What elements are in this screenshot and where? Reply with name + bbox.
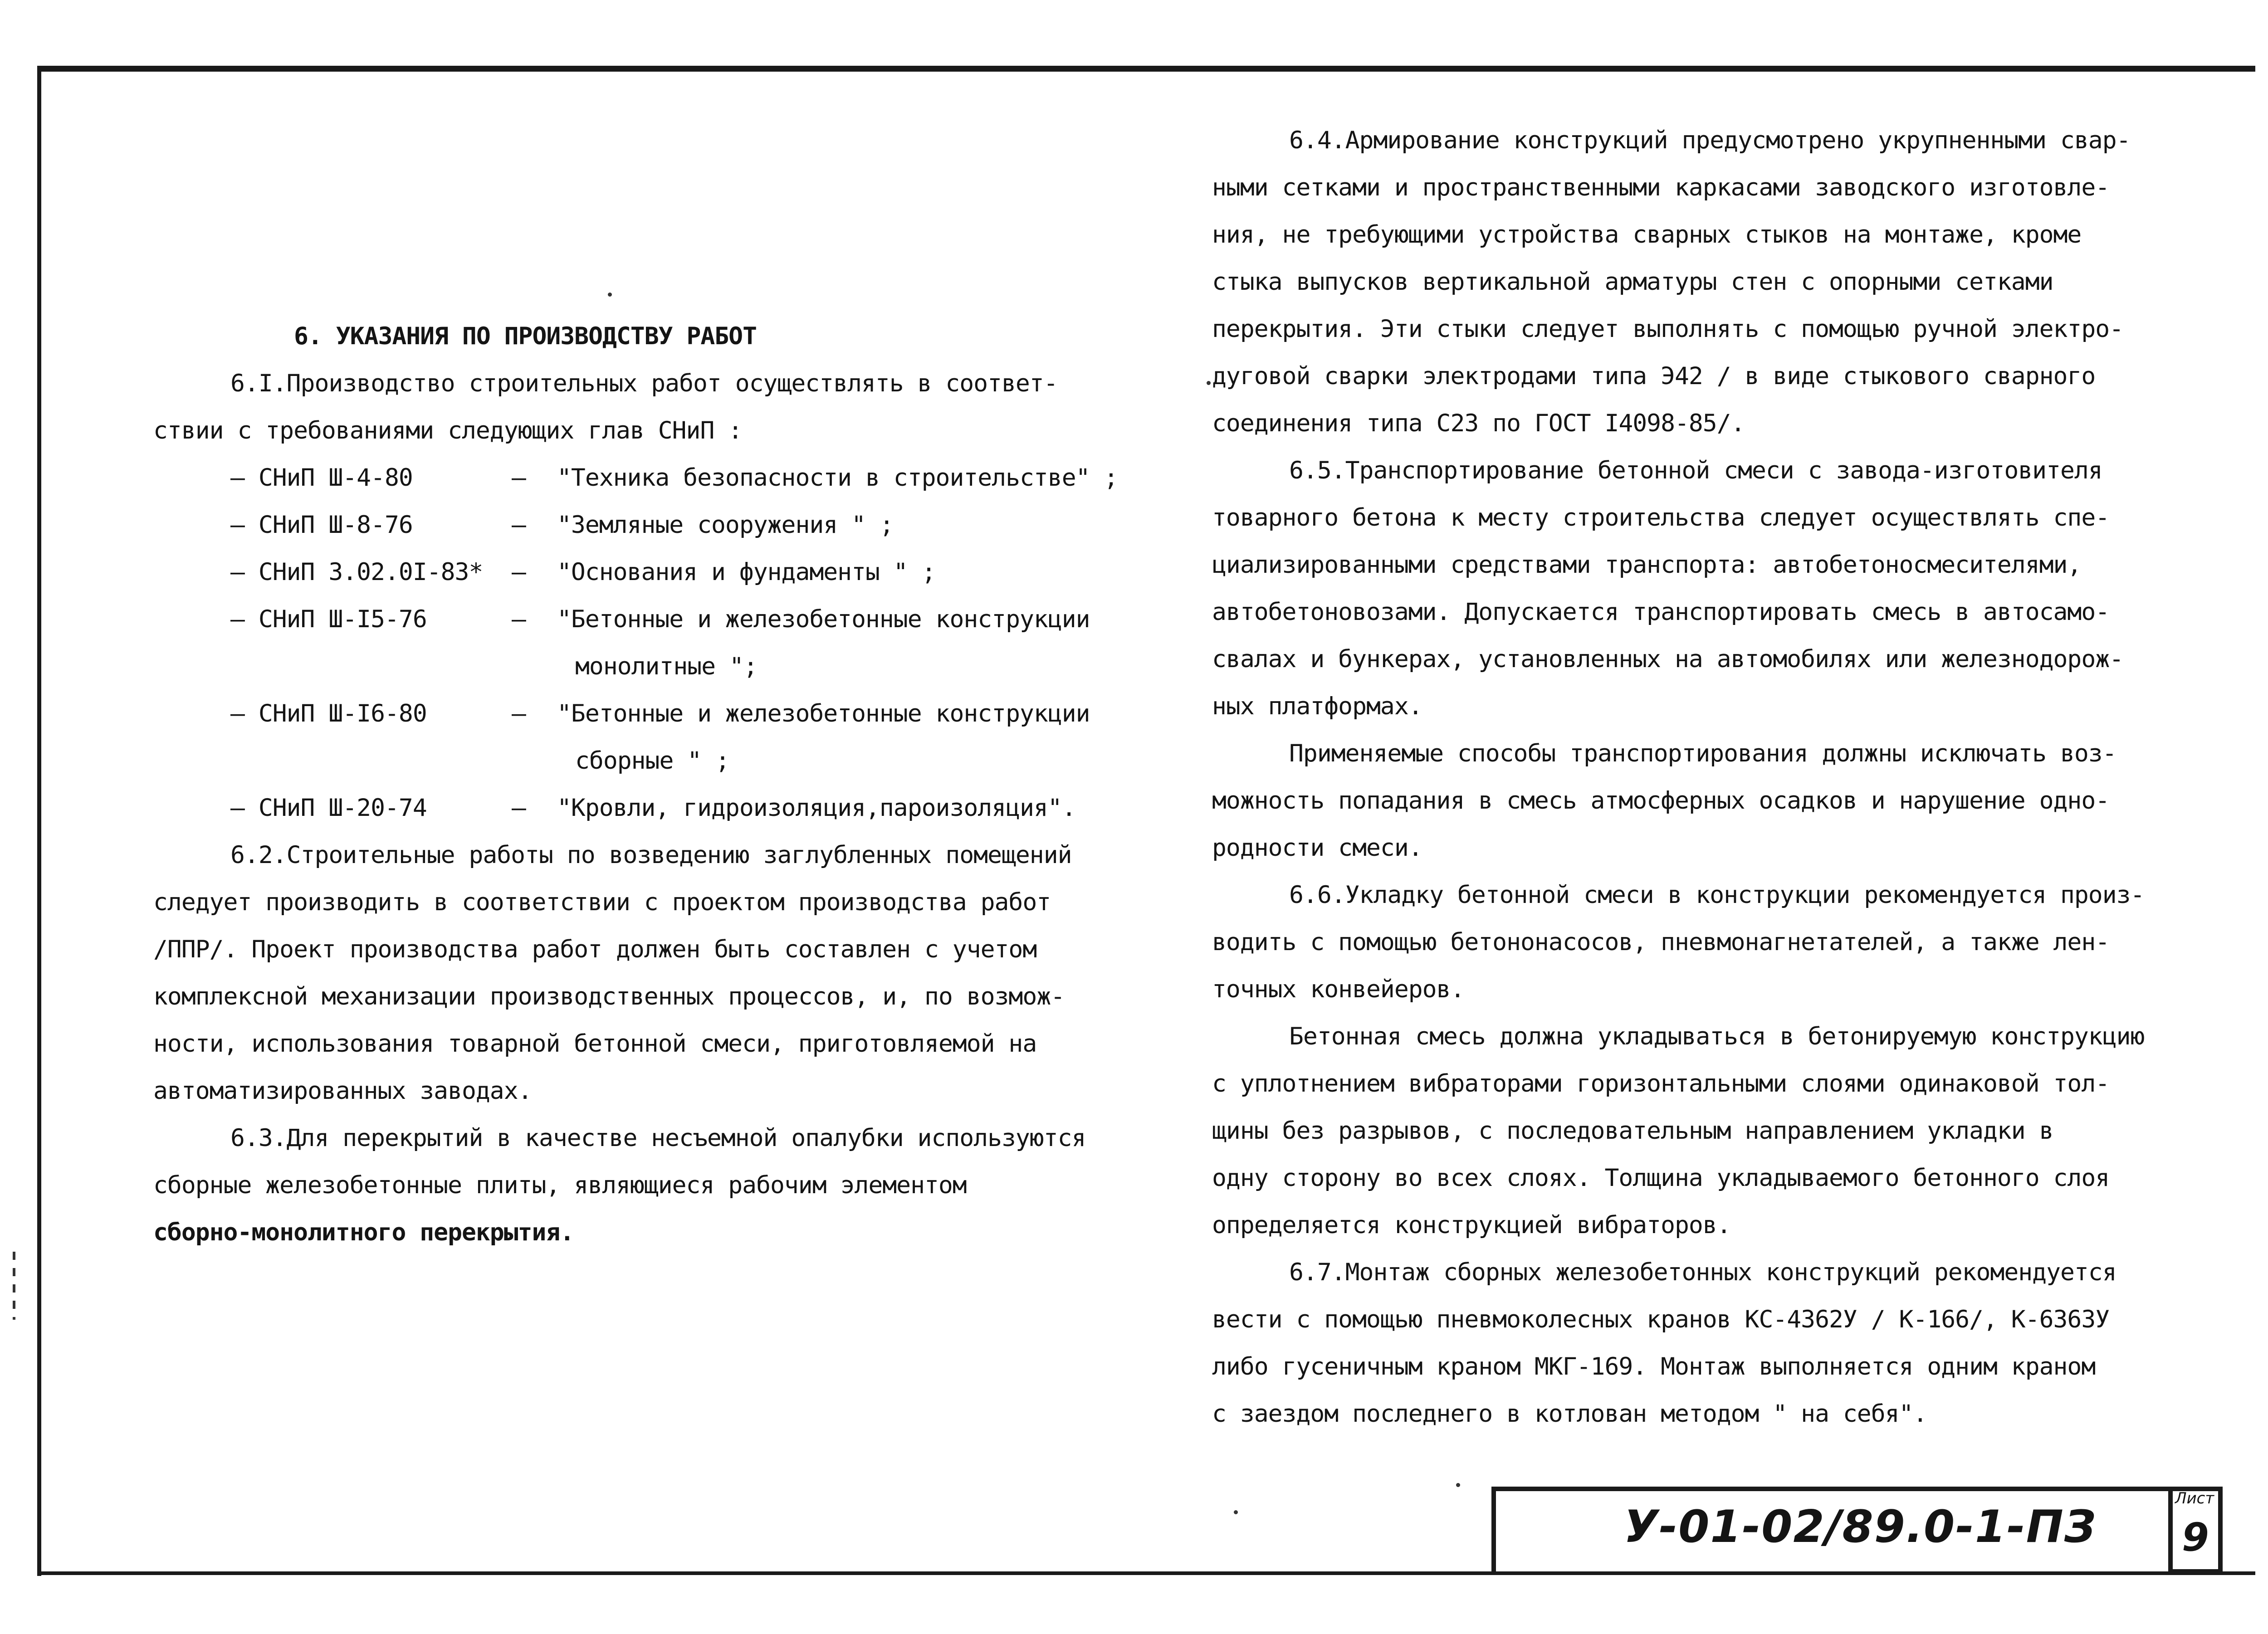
reference-item [153, 502, 1133, 549]
p6-5-line: 6.5.Транспортирование бетонной смеси с завода-изготовителя [1289, 457, 2102, 484]
p6-6b-line: определяется конструкцией вибраторов. [1212, 1211, 1731, 1239]
p6-7-line: с заездом последнего в котлован методом " на себя". [1212, 1400, 1927, 1428]
reference-title [557, 549, 1133, 596]
reference-item [153, 690, 1133, 785]
p6-5-line: циализированными средствами транспорта: автобетоносмесителями, [1212, 551, 2082, 579]
reference-dash: – [512, 558, 526, 586]
reference-dash: – [512, 605, 526, 633]
p6-6b-line: с уплотнением вибраторами горизонтальными слоями одинаковой тол- [1212, 1070, 2110, 1097]
frame-top-border [37, 66, 2255, 72]
reference-code: – СНиП Ш-20-74 [230, 794, 427, 822]
reference-item [153, 785, 1133, 832]
p6-4-line: соединения типа С23 по ГОСТ I4098-85/. [1212, 410, 1745, 437]
p6-6-line: 6.6.Укладку бетонной смеси в конструкции рекомендуется произ- [1289, 881, 2145, 909]
p6-5b-line: родности смеси. [1212, 834, 1422, 862]
sheet-number: 9 [2182, 1515, 2209, 1560]
scan-speck [1207, 381, 1211, 385]
sheet-label: Лист [2175, 1489, 2214, 1507]
section-heading: 6. УКАЗАНИЯ ПО ПРОИЗВОДСТВУ РАБОТ [294, 322, 757, 350]
p6-2-line: следует производить в соответствии с проектом производства работ [153, 888, 1051, 916]
reference-code: – СНиП Ш-I5-76 [230, 605, 427, 633]
p6-2-line: автоматизированных заводах. [153, 1077, 532, 1105]
p6-2-line: комплексной механизации производственных процессов, и, по возмож- [153, 983, 1065, 1010]
reference-title [557, 785, 1133, 832]
reference-dash: – [512, 464, 526, 492]
document-code: У-01-02/89.0-1-ПЗ [1624, 1501, 2097, 1553]
p6-6-line: точных конвейеров. [1212, 976, 1465, 1003]
reference-code: – СНиП Ш-4-80 [230, 464, 413, 492]
reference-title [557, 596, 1133, 690]
scan-speck [1456, 1483, 1460, 1487]
reference-code: – СНиП 3.02.0I-83* [230, 558, 483, 586]
p6-6b-line: щины без разрывов, с последовательным направлением укладки в [1212, 1117, 2053, 1145]
p6-1-line: 6.I.Производство строительных работ осуществлять в соответ- [230, 370, 1058, 397]
reference-title [557, 690, 1133, 785]
p6-6-line: водить с помощью бетононасосов, пневмонагнетателей, а также лен- [1212, 928, 2110, 956]
reference-code: – СНиП Ш-I6-80 [230, 700, 427, 727]
reference-dash: – [512, 700, 526, 727]
reference-title-line: "Основания и фундаменты " ; [557, 558, 936, 586]
reference-title [557, 454, 1133, 502]
p6-5-line: ных платформах. [1212, 693, 1422, 720]
p6-5b-line: Применяемые способы транспортирования должны исключать воз- [1289, 740, 2116, 767]
p6-5-line: свалах и бункерах, установленных на автомобилях или железнодорож- [1212, 645, 2124, 673]
left-column [153, 313, 1133, 1256]
reference-title-line: "Техника безопасности в строительстве" ; [557, 464, 1118, 492]
p6-7-line: либо гусеничным краном МКГ-169. Монтаж выполняется одним краном [1212, 1353, 2096, 1380]
p6-4-line: ния, не требующими устройства сварных стыков на монтаже, кроме [1212, 221, 2082, 249]
p6-7-line: 6.7.Монтаж сборных железобетонных конструкций рекомендуется [1289, 1258, 2116, 1286]
scan-speck [608, 293, 612, 297]
p6-1-line: ствии с требованиями следующих глав СНиП : [153, 417, 743, 444]
p6-3-line: сборно-монолитного перекрытия. [153, 1219, 574, 1246]
p6-5-line: товарного бетона к месту строительства следует осуществлять спе- [1212, 504, 2110, 532]
p6-4-line: дуговой сварки электродами типа Э42 / в виде стыкового сварного [1212, 362, 2096, 390]
reference-dash: – [512, 511, 526, 539]
p6-3-line: 6.3.Для перекрытий в качестве несъемной опалубки используются [230, 1124, 1086, 1152]
p6-2-line: ности, использования товарной бетонной смеси, приготовляемой на [153, 1030, 1037, 1058]
reference-item [153, 454, 1133, 502]
reference-title-line: монолитные "; [575, 653, 758, 680]
reference-title [557, 502, 1133, 549]
reference-item [153, 596, 1133, 690]
p6-2-line: /ППР/. Проект производства работ должен быть составлен с учетом [153, 936, 1037, 963]
p6-7-line: вести с помощью пневмоколесных кранов КС-4362У / К-166/, К-6363У [1212, 1306, 2110, 1333]
p6-3-line: сборные железобетонные плиты, являющиеся рабочим элементом [153, 1171, 967, 1199]
reference-title-line: "Бетонные и железобетонные конструкции [557, 605, 1090, 633]
reference-dash: – [512, 794, 526, 822]
right-column [1212, 117, 2201, 1438]
reference-item [153, 549, 1133, 596]
p6-4-line: стыка выпусков вертикальной арматуры стен с опорными сетками [1212, 268, 2053, 296]
p6-2-line: 6.2.Строительные работы по возведению заглубленных помещений [230, 841, 1072, 869]
p6-4-line: 6.4.Армирование конструкций предусмотрено укрупненными свар- [1289, 127, 2131, 154]
reference-title-line: "Кровли, гидроизоляция,пароизоляция". [557, 794, 1076, 822]
p6-4-line: перекрытия. Эти стыки следует выполнять с помощью ручной электро- [1212, 315, 2124, 343]
reference-title-line: "Земляные сооружения " ; [557, 511, 894, 539]
reference-code: – СНиП Ш-8-76 [230, 511, 413, 539]
p6-6b-line: одну сторону во всех слоях. Толщина укладываемого бетонного слоя [1212, 1164, 2110, 1192]
p6-6b-line: Бетонная смесь должна укладываться в бетонируемую конструкцию [1289, 1023, 2145, 1050]
p6-4-line: ными сетками и пространственными каркасами заводского изготовле- [1212, 174, 2110, 201]
p6-5-line: автобетоновозами. Допускается транспортировать смесь в автосамо- [1212, 598, 2110, 626]
reference-list [153, 454, 1133, 832]
reference-title-line: "Бетонные и железобетонные конструкции [557, 700, 1090, 727]
scan-speck [1234, 1510, 1238, 1514]
reference-title-line: сборные " ; [575, 747, 729, 775]
p6-5b-line: можность попадания в смесь атмосферных осадков и нарушение одно- [1212, 787, 2110, 815]
binding-marks [13, 1252, 15, 1320]
frame-left-border [37, 66, 41, 1576]
